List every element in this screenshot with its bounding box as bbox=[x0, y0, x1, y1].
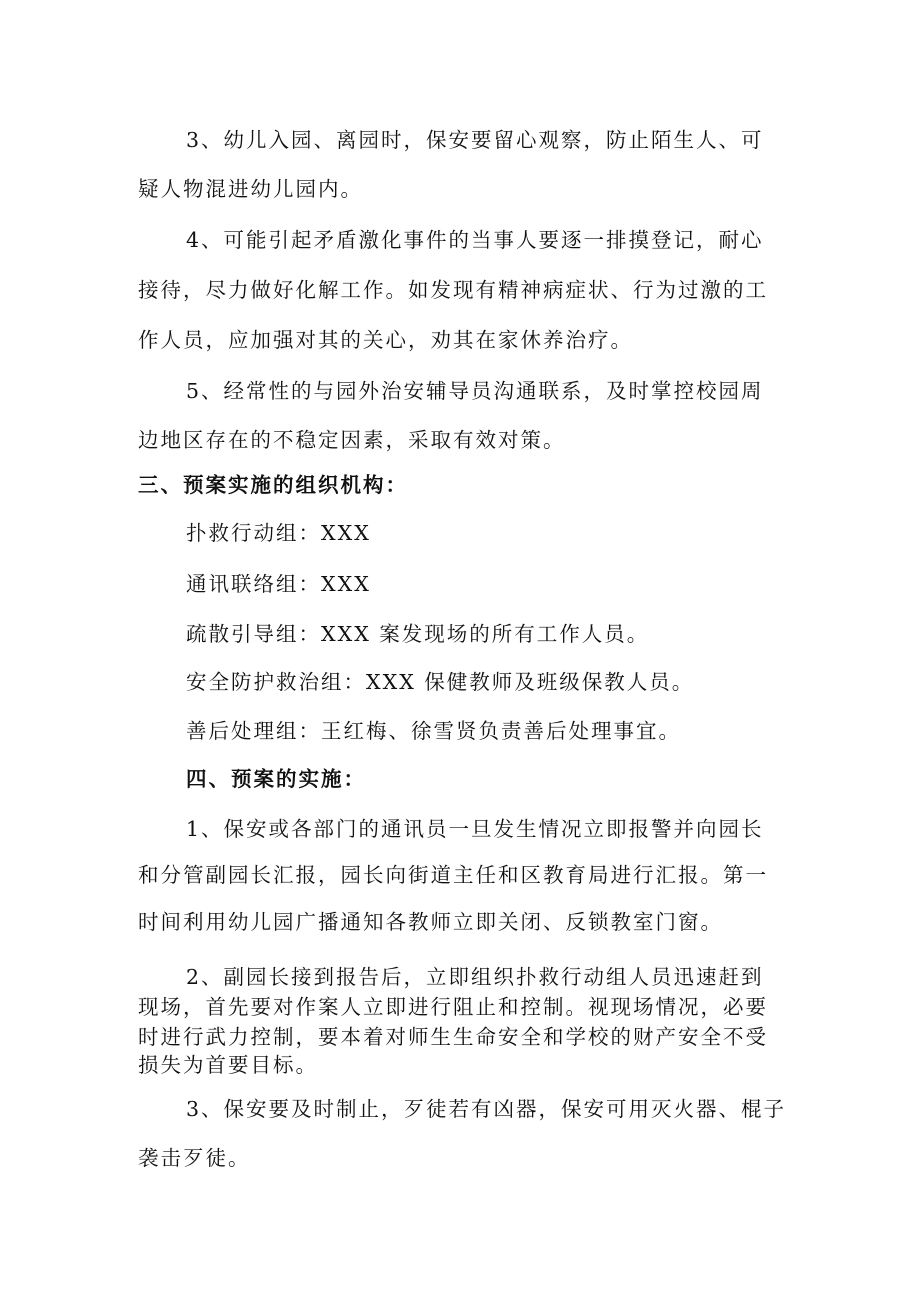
group-evacuation: 疏散引导组：XXX 案发现场的所有工作人员。 bbox=[186, 622, 650, 646]
step-2-line-4: 损失为首要目标。 bbox=[138, 1053, 318, 1077]
step-1-line-2: 和分管副园长汇报，园长向街道主任和区教育局进行汇报。第一 bbox=[138, 863, 768, 887]
group-rescue: 扑救行动组：XXX bbox=[186, 521, 371, 545]
paragraph-3-line-1: 3、幼儿入园、离园时，保安要留心观察，防止陌生人、可 bbox=[186, 128, 764, 152]
paragraph-4-line-3: 作人员，应加强对其的关心，劝其在家休养治疗。 bbox=[138, 328, 633, 352]
paragraph-3-line-2: 疑人物混进幼儿园内。 bbox=[138, 177, 363, 201]
paragraph-5-line-2: 边地区存在的不稳定因素，采取有效对策。 bbox=[138, 428, 566, 452]
section-heading-4: 四、预案的实施： bbox=[186, 767, 366, 791]
step-1-line-3: 时间利用幼儿园广播通知各教师立即关闭、反锁教室门窗。 bbox=[138, 910, 723, 934]
step-2-line-1: 2、副园长接到报告后，立即组织扑救行动组人员迅速赶到 bbox=[186, 965, 764, 989]
step-2-line-3: 时进行武力控制，要本着对师生生命安全和学校的财产安全不受 bbox=[138, 1025, 768, 1049]
group-communication: 通讯联络组：XXX bbox=[186, 572, 371, 596]
group-aftermath: 善后处理组：王红梅、徐雪贤负责善后处理事宜。 bbox=[186, 719, 681, 743]
paragraph-5-line-1: 5、经常性的与园外治安辅导员沟通联系，及时掌控校园周 bbox=[186, 379, 764, 403]
step-3-line-2: 袭击歹徒。 bbox=[138, 1146, 251, 1170]
section-heading-3: 三、预案实施的组织机构： bbox=[138, 473, 408, 497]
group-safety-treatment: 安全防护救治组：XXX 保健教师及班级保教人员。 bbox=[186, 670, 695, 694]
step-3-line-1: 3、保安要及时制止，歹徒若有凶器，保安可用灭火器、棍子 bbox=[186, 1097, 787, 1121]
paragraph-4-line-2: 接待，尽力做好化解工作。如发现有精神病症状、行为过激的工 bbox=[138, 278, 768, 302]
paragraph-4-line-1: 4、可能引起矛盾激化事件的当事人要逐一排摸登记，耐心 bbox=[186, 228, 764, 252]
step-1-line-1: 1、保安或各部门的通讯员一旦发生情况立即报警并向园长 bbox=[186, 817, 764, 841]
step-2-line-2: 现场，首先要对作案人立即进行阻止和控制。视现场情况，必要 bbox=[138, 995, 768, 1019]
